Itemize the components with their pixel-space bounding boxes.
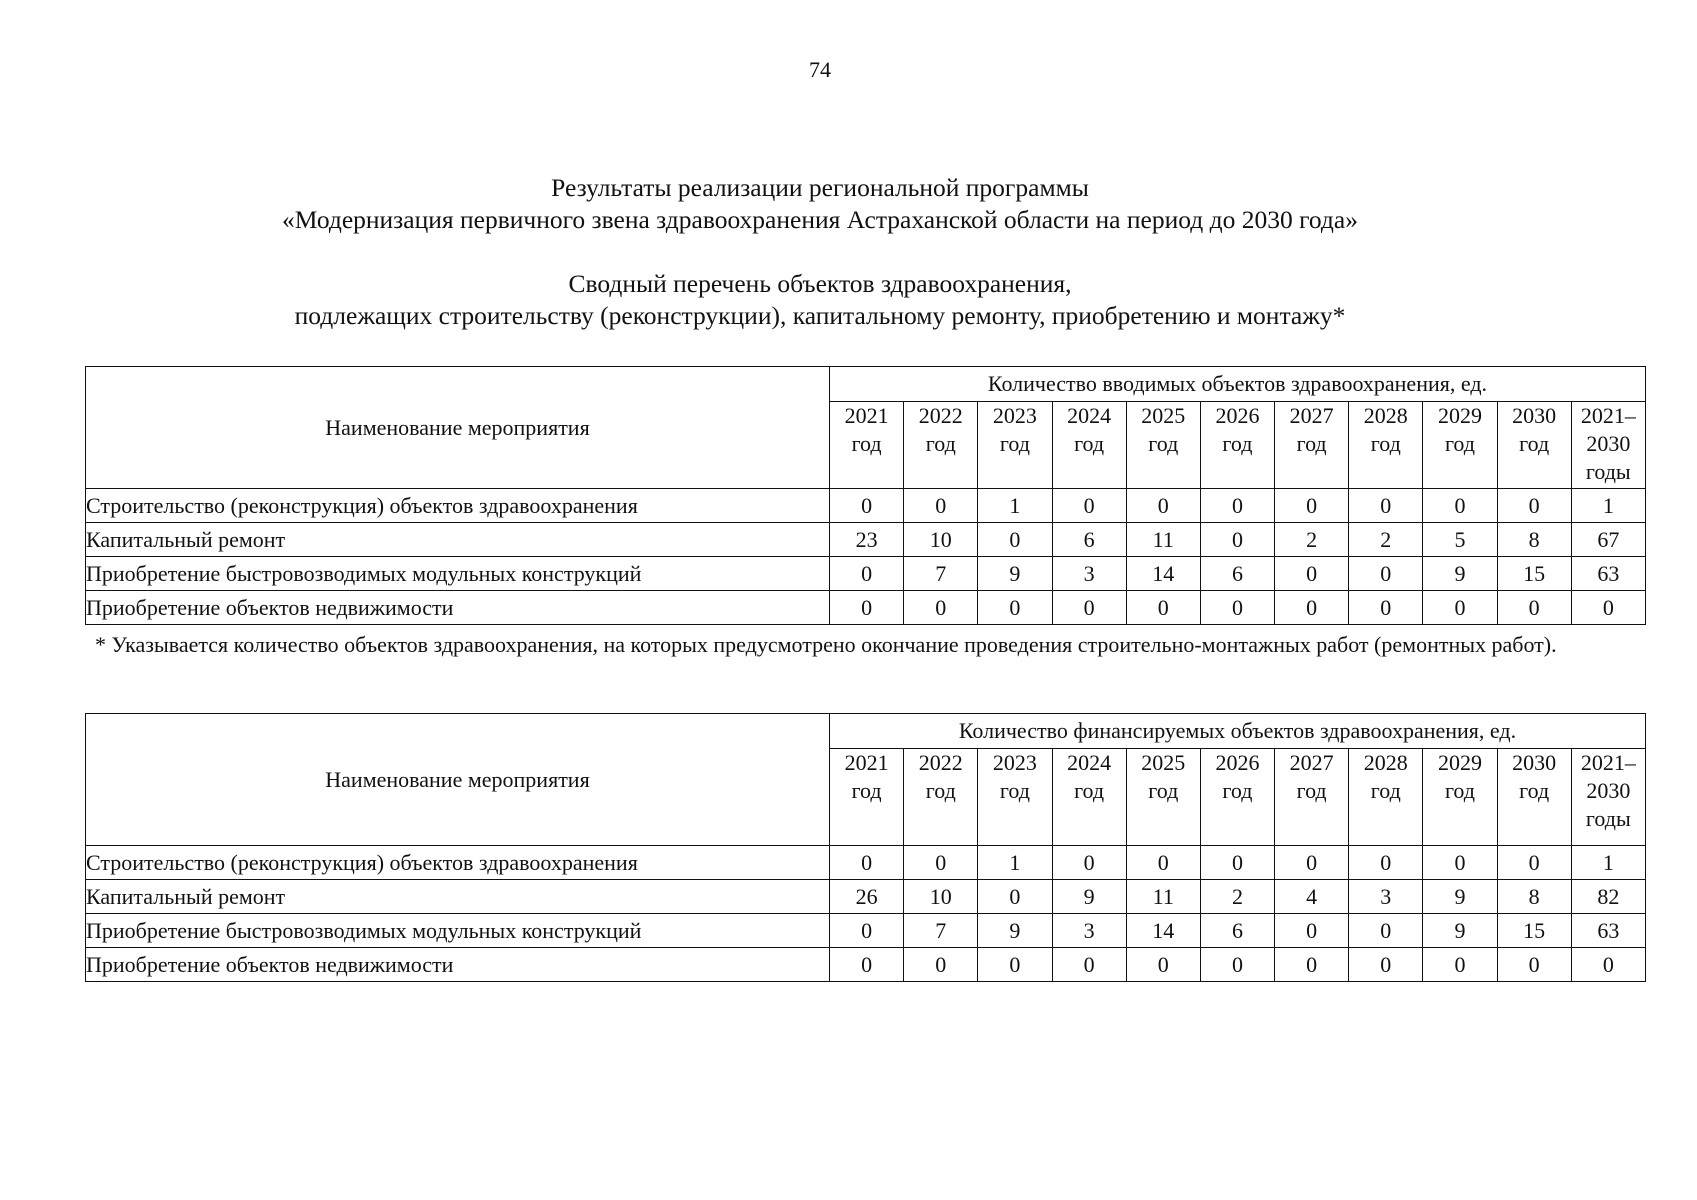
- table-cell: 9: [978, 557, 1052, 591]
- row-name: Приобретение объектов недвижимости: [86, 948, 830, 982]
- table-cell: 0: [1200, 489, 1274, 523]
- table-cell: 10: [904, 880, 978, 914]
- table-cell: 0: [1275, 846, 1349, 880]
- year-header-line: 2030: [1512, 750, 1557, 775]
- table-cell: 0: [1126, 948, 1200, 982]
- year-header-line: год: [925, 431, 956, 456]
- year-header-line: 2027: [1289, 750, 1334, 775]
- table-cell: 0: [978, 591, 1052, 625]
- subtitle-line-2: подлежащих строительству (реконструкции), капитальному ремонту, приобретению и монтажу*: [294, 301, 1346, 330]
- table-cell: 0: [1200, 948, 1274, 982]
- table-cell: 15: [1497, 914, 1571, 948]
- year-header-line: 2026: [1215, 750, 1260, 775]
- table-row: [86, 914, 1646, 948]
- table-cell: 0: [1126, 591, 1200, 625]
- table-cell: 7: [904, 914, 978, 948]
- year-header-line: год: [1222, 431, 1253, 456]
- year-column-header: [830, 749, 904, 846]
- year-column-header: [1275, 402, 1349, 489]
- year-header-line: 2022: [918, 750, 963, 775]
- table-cell: 0: [1052, 846, 1126, 880]
- table-cell: 1: [978, 489, 1052, 523]
- row-name: Приобретение быстровозводимых модульных конструкций: [86, 557, 830, 591]
- table-cell: 6: [1052, 523, 1126, 557]
- year-header-line: год: [1296, 778, 1327, 803]
- year-column-header: [1200, 402, 1274, 489]
- table-cell: 2: [1349, 523, 1423, 557]
- year-column-header: [1349, 749, 1423, 846]
- year-column-header: [1571, 402, 1645, 489]
- year-column-header: [1497, 749, 1571, 846]
- year-header-line: 2021–: [1580, 750, 1636, 775]
- year-column-header: [1126, 402, 1200, 489]
- table-cell: 9: [1052, 880, 1126, 914]
- footnote: * Указывается количество объектов здравоохранения, на которых предусмотрено окончание проведения строительно-монтажных работ (ремонтных работ).: [95, 632, 1557, 657]
- table-cell: 0: [830, 591, 904, 625]
- table-cell: 0: [1200, 846, 1274, 880]
- table-cell: 2: [1275, 523, 1349, 557]
- table-cell: 14: [1126, 914, 1200, 948]
- table-row: [86, 523, 1646, 557]
- table-cell: 0: [1349, 591, 1423, 625]
- table-cell: 0: [904, 948, 978, 982]
- table-cell: 0: [1275, 591, 1349, 625]
- table-cell: 6: [1200, 557, 1274, 591]
- year-header-line: год: [925, 778, 956, 803]
- table-cell: 14: [1126, 557, 1200, 591]
- table-cell: 3: [1052, 914, 1126, 948]
- year-header-line: 2023: [992, 750, 1037, 775]
- introduced-objects-table: [85, 366, 1646, 625]
- document-subtitle: [0, 268, 1640, 332]
- year-header-line: 2027: [1289, 403, 1334, 428]
- year-header-line: 2025: [1141, 403, 1186, 428]
- column-header-name: Наименование мероприятия: [86, 714, 830, 846]
- table-cell: 9: [1423, 557, 1497, 591]
- table-cell: 67: [1571, 523, 1645, 557]
- table-cell: 0: [1275, 914, 1349, 948]
- year-column-header: [1052, 749, 1126, 846]
- table-cell: 0: [1349, 557, 1423, 591]
- table-cell: 11: [1126, 523, 1200, 557]
- year-header-line: год: [1074, 778, 1105, 803]
- table-row: [86, 489, 1646, 523]
- table-cell: 0: [1275, 557, 1349, 591]
- table-cell: 9: [1423, 914, 1497, 948]
- year-header-line: год: [1370, 431, 1401, 456]
- year-column-header: [1423, 749, 1497, 846]
- year-header-line: год: [1444, 431, 1475, 456]
- table-cell: 63: [1571, 557, 1645, 591]
- year-column-header: [1052, 402, 1126, 489]
- document-title: [0, 172, 1640, 236]
- year-column-header: [978, 402, 1052, 489]
- table-cell: 0: [1497, 591, 1571, 625]
- table-cell: 10: [904, 523, 978, 557]
- year-header-line: год: [1519, 778, 1550, 803]
- table-cell: 0: [1052, 489, 1126, 523]
- year-header-line: год: [1444, 778, 1475, 803]
- table-cell: 0: [830, 914, 904, 948]
- table-row: [86, 948, 1646, 982]
- table-cell: 3: [1349, 880, 1423, 914]
- table-cell: 9: [1423, 880, 1497, 914]
- year-column-header: [1200, 749, 1274, 846]
- group-header: Количество финансируемых объектов здравоохранения, ед.: [830, 714, 1646, 749]
- year-header-line: год: [1519, 431, 1550, 456]
- table-row: [86, 557, 1646, 591]
- year-header-line: год: [1370, 778, 1401, 803]
- subtitle-line-1: Сводный перечень объектов здравоохранения,: [568, 269, 1072, 298]
- table-cell: 63: [1571, 914, 1645, 948]
- year-header-line: годы: [1585, 806, 1631, 831]
- table-row: [86, 880, 1646, 914]
- column-header-name: Наименование мероприятия: [86, 367, 830, 489]
- table-cell: 0: [978, 880, 1052, 914]
- year-header-line: год: [1148, 778, 1179, 803]
- year-column-header: [904, 749, 978, 846]
- year-column-header: [1349, 402, 1423, 489]
- table-cell: 1: [1571, 489, 1645, 523]
- year-column-header: [1571, 749, 1645, 846]
- year-header-line: год: [1148, 431, 1179, 456]
- year-column-header: [830, 402, 904, 489]
- year-header-line: год: [999, 431, 1030, 456]
- table-cell: 0: [904, 591, 978, 625]
- year-header-line: 2022: [918, 403, 963, 428]
- year-header-line: 2028: [1363, 403, 1408, 428]
- row-name: Приобретение объектов недвижимости: [86, 591, 830, 625]
- table-cell: 0: [1200, 591, 1274, 625]
- table-cell: 0: [1423, 591, 1497, 625]
- year-header-line: 2021: [844, 403, 889, 428]
- table-cell: 0: [830, 557, 904, 591]
- table-cell: 0: [1349, 846, 1423, 880]
- title-line-2: «Модернизация первичного звена здравоохранения Астраханской области на период до 2030 года»: [282, 205, 1358, 234]
- table-cell: 0: [1275, 489, 1349, 523]
- table-cell: 5: [1423, 523, 1497, 557]
- table-cell: 0: [1497, 948, 1571, 982]
- year-header-line: 2029: [1437, 403, 1482, 428]
- table-cell: 0: [1571, 591, 1645, 625]
- table-cell: 0: [1052, 591, 1126, 625]
- page-number: 74: [809, 57, 831, 82]
- table-cell: 0: [1423, 948, 1497, 982]
- year-header-line: 2030: [1586, 778, 1631, 803]
- year-column-header: [1497, 402, 1571, 489]
- year-column-header: [1423, 402, 1497, 489]
- table-cell: 0: [1497, 846, 1571, 880]
- year-header-line: 2030: [1512, 403, 1557, 428]
- row-name: Капитальный ремонт: [86, 880, 830, 914]
- year-column-header: [1275, 749, 1349, 846]
- year-header-line: 2025: [1141, 750, 1186, 775]
- year-header-line: год: [851, 431, 882, 456]
- table-cell: 82: [1571, 880, 1645, 914]
- year-header-line: 2023: [992, 403, 1037, 428]
- row-name: Строительство (реконструкция) объектов здравоохранения: [86, 846, 830, 880]
- table-cell: 0: [830, 948, 904, 982]
- row-name: Капитальный ремонт: [86, 523, 830, 557]
- table-cell: 7: [904, 557, 978, 591]
- table-cell: 26: [830, 880, 904, 914]
- table-cell: 9: [978, 914, 1052, 948]
- year-header-line: год: [851, 778, 882, 803]
- table-cell: 0: [1349, 914, 1423, 948]
- year-column-header: [978, 749, 1052, 846]
- year-header-line: 2021–: [1580, 403, 1636, 428]
- table-cell: 0: [1423, 489, 1497, 523]
- financed-objects-table: [85, 713, 1646, 982]
- table-cell: 0: [978, 523, 1052, 557]
- table-cell: 2: [1200, 880, 1274, 914]
- table-cell: 0: [1200, 523, 1274, 557]
- table-cell: 0: [1349, 948, 1423, 982]
- table-cell: 3: [1052, 557, 1126, 591]
- group-header: Количество вводимых объектов здравоохранения, ед.: [830, 367, 1646, 402]
- table-cell: 0: [1275, 948, 1349, 982]
- row-name: Строительство (реконструкция) объектов здравоохранения: [86, 489, 830, 523]
- table-cell: 0: [978, 948, 1052, 982]
- table-cell: 0: [1497, 489, 1571, 523]
- year-header-line: 2024: [1067, 750, 1112, 775]
- year-header-line: год: [1296, 431, 1327, 456]
- year-header-line: год: [999, 778, 1030, 803]
- table-cell: 1: [1571, 846, 1645, 880]
- table-cell: 0: [1423, 846, 1497, 880]
- table-cell: 0: [1571, 948, 1645, 982]
- table-cell: 8: [1497, 523, 1571, 557]
- table-cell: 0: [904, 846, 978, 880]
- table-cell: 8: [1497, 880, 1571, 914]
- table-cell: 0: [1349, 489, 1423, 523]
- table-row: [86, 846, 1646, 880]
- year-header-line: годы: [1585, 459, 1631, 484]
- year-header-line: 2024: [1067, 403, 1112, 428]
- table-cell: 4: [1275, 880, 1349, 914]
- year-header-line: год: [1074, 431, 1105, 456]
- year-column-header: [904, 402, 978, 489]
- table-cell: 0: [830, 846, 904, 880]
- table-cell: 0: [1052, 948, 1126, 982]
- table-cell: 11: [1126, 880, 1200, 914]
- table-cell: 0: [1126, 846, 1200, 880]
- table-cell: 15: [1497, 557, 1571, 591]
- year-column-header: [1126, 749, 1200, 846]
- table-cell: 0: [1126, 489, 1200, 523]
- row-name: Приобретение быстровозводимых модульных конструкций: [86, 914, 830, 948]
- year-header-line: год: [1222, 778, 1253, 803]
- year-header-line: 2028: [1363, 750, 1408, 775]
- year-header-line: 2021: [844, 750, 889, 775]
- title-line-1: Результаты реализации региональной программы: [551, 173, 1089, 202]
- table-cell: 1: [978, 846, 1052, 880]
- table-cell: 0: [830, 489, 904, 523]
- year-header-line: 2030: [1586, 431, 1631, 456]
- table-cell: 23: [830, 523, 904, 557]
- year-header-line: 2029: [1437, 750, 1482, 775]
- table-cell: 6: [1200, 914, 1274, 948]
- year-header-line: 2026: [1215, 403, 1260, 428]
- table-row: [86, 591, 1646, 625]
- table-cell: 0: [904, 489, 978, 523]
